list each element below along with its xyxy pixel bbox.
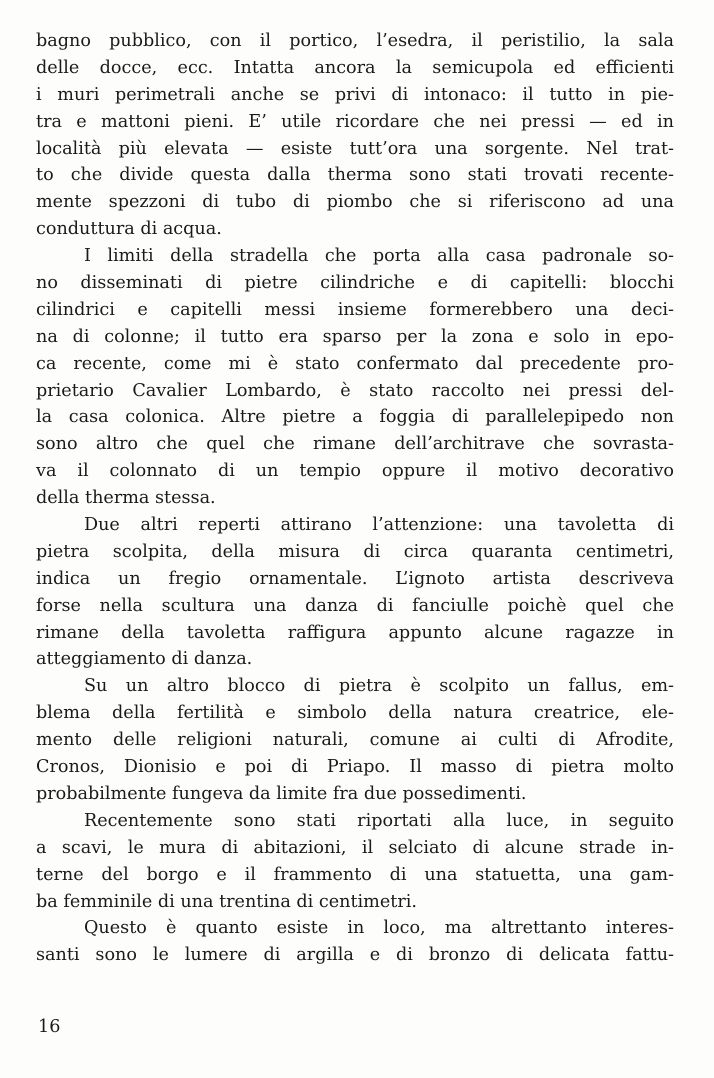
text-line: conduttura di acqua. — [36, 219, 222, 240]
text-line: mento delle religioni naturali, comune ai culti di Afrodite, — [36, 730, 674, 751]
text-line: to che divide questa dalla therma sono stati trovati recente- — [36, 165, 674, 186]
text-line: la casa colonica. Altre pietre a foggia di parallelepipedo non — [36, 407, 674, 428]
text-line: Questo è quanto esiste in loco, ma altrettanto interes- — [84, 918, 674, 939]
text-line: no disseminati di pietre cilindriche e di capitelli: blocchi — [36, 273, 674, 294]
text-line: santi sono le lumere di argilla e di bronzo di delicata fattu- — [36, 945, 674, 966]
text-line: prietario Cavalier Lombardo, è stato raccolto nei pressi del- — [36, 380, 674, 401]
text-line: delle docce, ecc. Intatta ancora la semicupola ed efficienti — [36, 57, 674, 78]
text-line: Recentemente sono stati riportati alla luce, in seguito — [84, 810, 674, 831]
text-line: I limiti della stradella che porta alla casa padronale so- — [84, 246, 674, 267]
body-text — [36, 28, 674, 969]
text-line: cilindrici e capitelli messi insieme formerebbero una deci- — [36, 299, 674, 320]
text-line: i muri perimetrali anche se privi di intonaco: il tutto in pie- — [36, 84, 674, 105]
text-line: a scavi, le mura di abitazioni, il selciato di alcune strade in- — [36, 837, 674, 858]
text-line: va il colonnato di un tempio oppure il motivo decorativo — [36, 461, 674, 482]
text-line: pietra scolpita, della misura di circa quaranta centimetri, — [36, 541, 674, 562]
text-line: della therma stessa. — [36, 488, 216, 509]
text-line: blema della fertilità e simbolo della natura creatrice, ele- — [36, 703, 674, 724]
text-line: mente spezzoni di tubo di piombo che si riferiscono ad una — [36, 192, 674, 213]
page-number: 16 — [38, 1017, 61, 1037]
text-line: Cronos, Dionisio e poi di Priapo. Il masso di pietra molto — [36, 757, 674, 778]
text-line: tra e mattoni pieni. E’ utile ricordare che nei pressi — ed in — [36, 111, 674, 132]
text-line: probabilmente fungeva da limite fra due possedimenti. — [36, 783, 527, 804]
text-line: ba femminile di una trentina di centimetri. — [36, 891, 417, 912]
text-line: bagno pubblico, con il portico, l’esedra, il peristilio, la sala — [36, 31, 674, 51]
text-line: località più elevata — esiste tutt’ora una sorgente. Nel trat- — [36, 138, 674, 159]
text-line: indica un fregio ornamentale. L’ignoto artista descriveva — [36, 568, 674, 589]
text-line: atteggiamento di danza. — [36, 649, 253, 670]
text-line: Due altri reperti attirano l’attenzione: una tavoletta di — [84, 515, 674, 536]
text-line: sono altro che quel che rimane dell’architrave che sovrasta- — [36, 434, 674, 455]
text-line: na di colonne; il tutto era sparso per la zona e solo in epo- — [36, 326, 674, 347]
text-line: Su un altro blocco di pietra è scolpito un fallus, em- — [84, 676, 674, 697]
text-line: ca recente, come mi è stato confermato dal precedente pro- — [36, 353, 674, 374]
text-line: terne del borgo e il frammento di una statuetta, una gam- — [36, 864, 674, 885]
text-line: rimane della tavoletta raffigura appunto alcune ragazze in — [36, 622, 674, 643]
text-line: forse nella scultura una danza di fanciulle poichè quel che — [36, 595, 674, 616]
